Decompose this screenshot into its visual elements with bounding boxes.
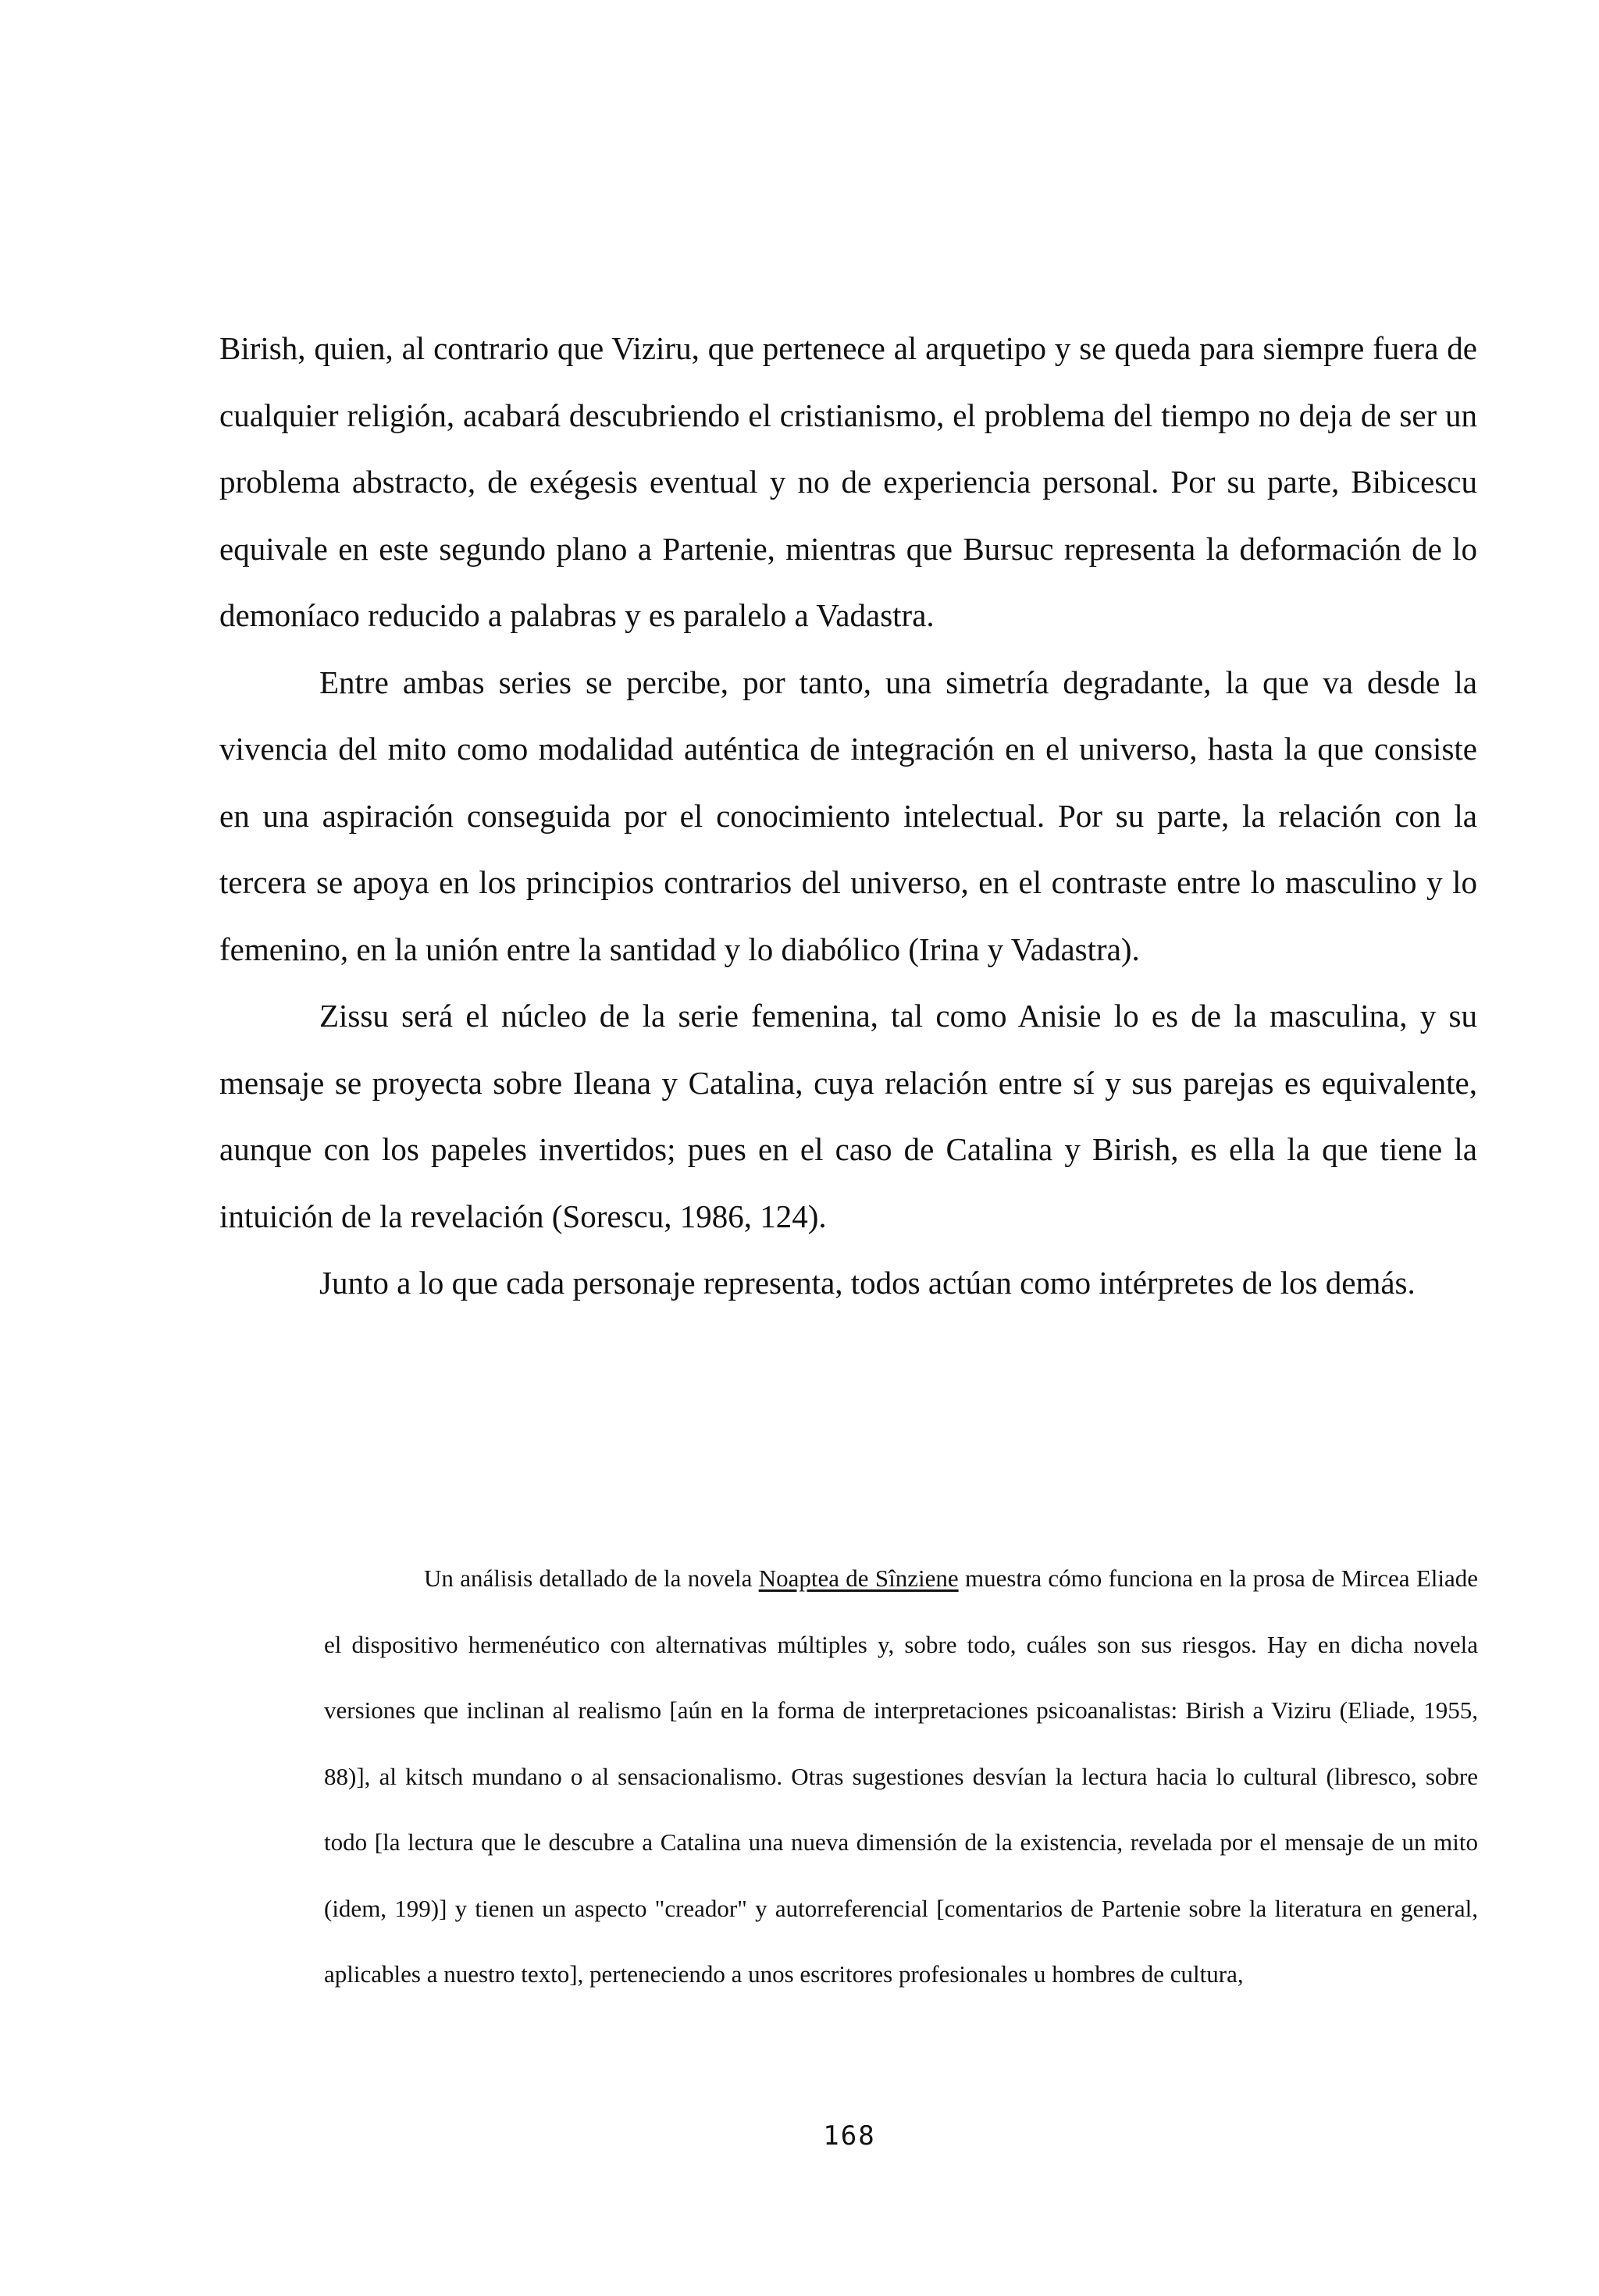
body-text	[219, 315, 1477, 1317]
body-paragraph-2: Entre ambas series se percibe, por tanto, una simetría degradante, la que va desde la vivencia del mito como modalidad auténtica de integración en el universo, hasta la que consiste en una aspiración conseguida por el conocimiento intelectual. Por su parte, la relación con la tercera se apoya en los principios contrarios del universo, en el contraste entre lo masculino y lo femenino, en la unión entre la santidad y lo diabólico (Irina y Vadastra).	[219, 664, 1477, 967]
body-paragraph-4: Junto a lo que cada personaje representa, todos actúan como intérpretes de los demás.	[319, 1265, 1416, 1301]
body-paragraph-1: Birish, quien, al contrario que Viziru, que pertenece al arquetipo y se queda para siempre fuera de cualquier religión, acabará descubriendo el cristianismo, el problema del tiempo no deja de ser un problema abstracto, de exégesis eventual y no de experiencia personal. Por su parte, Bibicescu equivale en este segundo plano a Partenie, mientras que Bursuc representa la deformación de lo demoníaco reducido a palabras y es paralelo a Vadastra.	[219, 330, 1477, 633]
block-quote	[324, 1546, 1478, 2008]
novel-title: Noaptea de Sînziene	[758, 1564, 959, 1592]
body-paragraph-3: Zissu será el núcleo de la serie femenina, tal como Anisie lo es de la masculina, y su mensaje se proyecta sobre Ileana y Catalina, cuya relación entre sí y sus parejas es equivalente, aunque con los papeles invertidos; pues en el caso de Catalina y Birish, es ella la que tiene la intuición de la revelación (Sorescu, 1986, 124).	[219, 998, 1477, 1234]
quote-paragraph	[324, 1546, 1478, 2008]
page-number: 168	[823, 2120, 876, 2152]
quote-rest: muestra cómo funciona en la prosa de Mircea Eliade el dispositivo hermenéutico con alternativas múltiples y, sobre todo, cuáles son sus riesgos. Hay en dicha novela versiones que inclinan al realismo [aún en la forma de interpretaciones psicoanalistas: Birish a Viziru (Eliade, 1955, 88)], al kitsch mundano o al sensacionalismo. Otras sugestiones desvían la lectura hacia lo cultural (libresco, sobre todo [la lectura que le descubre a Catalina una nueva dimensión de la existencia, revelada por el mensaje de un mito (idem, 199)] y tienen un aspecto "creador" y autorreferencial [comentarios de Partenie sobre la literatura en general, aplicables a nuestro texto], perteneciendo a unos escritores profesionales u hombres de cultura,	[324, 1564, 1479, 1988]
quote-lead: Un análisis detallado de la novela	[424, 1564, 759, 1592]
